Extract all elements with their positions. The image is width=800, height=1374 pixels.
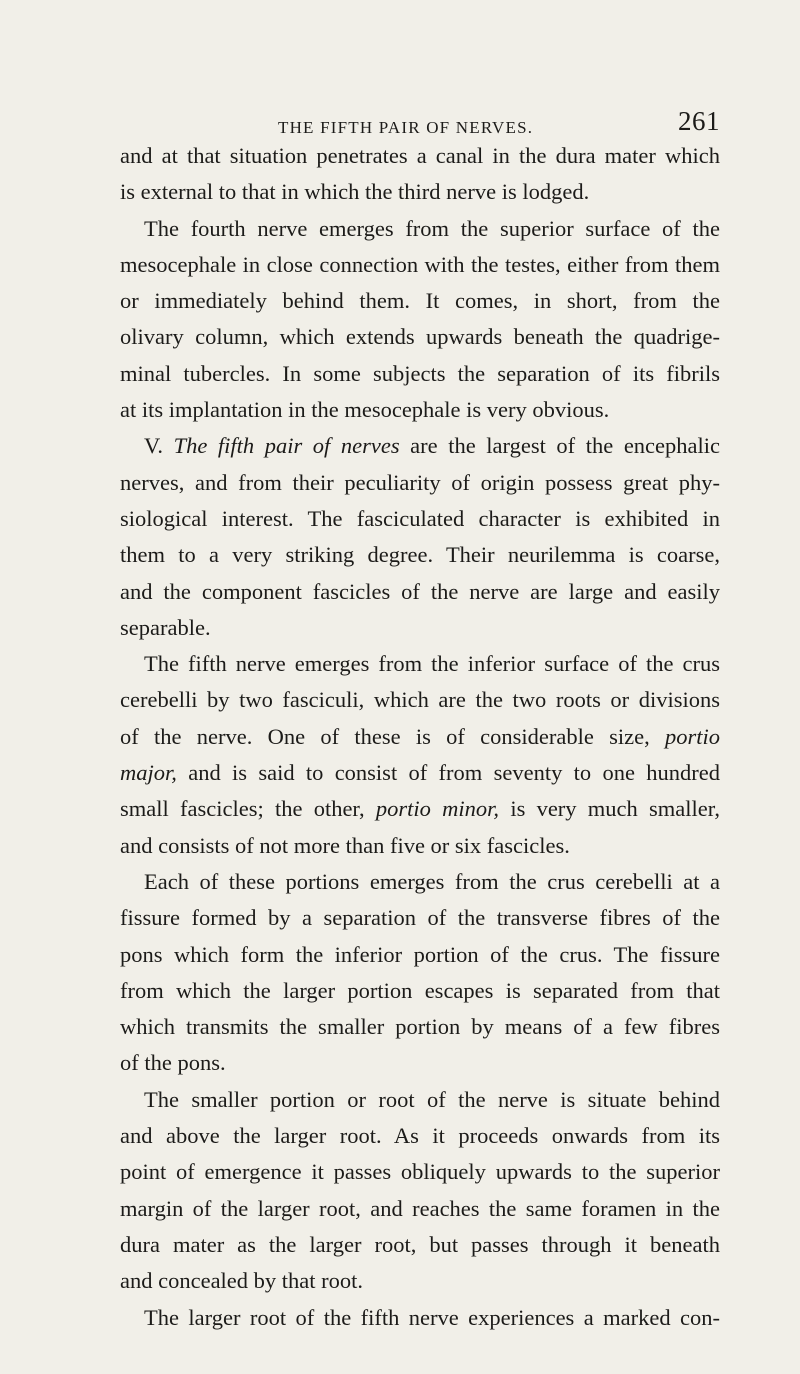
text-line: The fifth nerve emerges from the inferior surface of the crus [144,651,720,677]
text-line: fissure formed by a separation of the transverse fibres of the [120,905,720,931]
text-line [120,719,720,755]
text-line [120,791,720,827]
text-line [120,755,720,791]
text-run: small fascicles; the other, [120,796,376,822]
text-line [120,428,720,464]
text-line: Each of these portions emerges from the crus cerebelli at a [144,868,720,894]
text-line: The larger root of the fifth nerve experiences a marked con- [144,1304,720,1330]
page-number: 261 [678,106,720,136]
text-line: and consists of not more than five or six fascicles. [120,832,570,858]
text-line: which transmits the smaller portion by means of a few fibres [120,1014,720,1040]
text-line: mesocephale in close connection with the testes, either from them [120,251,720,277]
text-line: at its implantation in the mesocephale is very obvious. [120,397,610,423]
text-line: The smaller portion or root of the nerve is situate behind [144,1086,720,1112]
text-line: separable. [120,614,211,640]
text-line: minal tubercles. In some subjects the separation of its fibrils [120,360,720,386]
body-text [120,138,720,1336]
text-line: and the component fascicles of the nerve are large and easily [120,578,720,604]
text-line: The fourth nerve emerges from the superior surface of the [144,215,720,241]
text-line: and at that situation penetrates a canal in the dura mater which [120,143,720,168]
text-line: cerebelli by two fasciculi, which are the two roots or divisions [120,687,720,713]
text-line: and concealed by that root. [120,1268,364,1294]
text-run: are the largest of the encephalic [399,433,720,459]
text-line: olivary column, which extends upwards beneath the quadrige- [120,324,720,350]
italic-term: portio minor, [375,796,500,822]
text-line: nerves, and from their peculiarity of origin possess great phy- [120,469,720,495]
running-title: THE FIFTH PAIR OF NERVES. [278,118,534,137]
text-line: point of emergence it passes obliquely upwards to the superior [120,1159,720,1185]
text-run: and is said to consist of from seventy to one hundred [176,760,720,786]
italic-term: portio [664,723,720,749]
text-line: pons which form the inferior portion of the crus. The fissure [120,941,720,967]
text-line: dura mater as the larger root, but passes through it beneath [120,1231,720,1257]
italic-term: major, [120,760,177,786]
text-line: or immediately behind them. It comes, in short, from the [120,288,720,314]
text-line: siological interest. The fasciculated character is exhibited in [120,505,720,531]
text-line: from which the larger portion escapes is separated from that [120,977,720,1003]
text-run: V. [144,433,174,459]
text-run: is very much smaller, [499,796,720,822]
italic-term: The fifth pair of nerves [173,433,400,459]
text-line: of the pons. [120,1050,226,1076]
text-line: margin of the larger root, and reaches the same foramen in the [120,1195,720,1221]
text-line: and above the larger root. As it proceeds onwards from its [120,1123,720,1149]
text-line: them to a very striking degree. Their neurilemma is coarse, [120,542,720,568]
text-line: is external to that in which the third nerve is lodged. [120,179,590,205]
text-run: of the nerve. One of these is of considerable size, [120,723,665,749]
